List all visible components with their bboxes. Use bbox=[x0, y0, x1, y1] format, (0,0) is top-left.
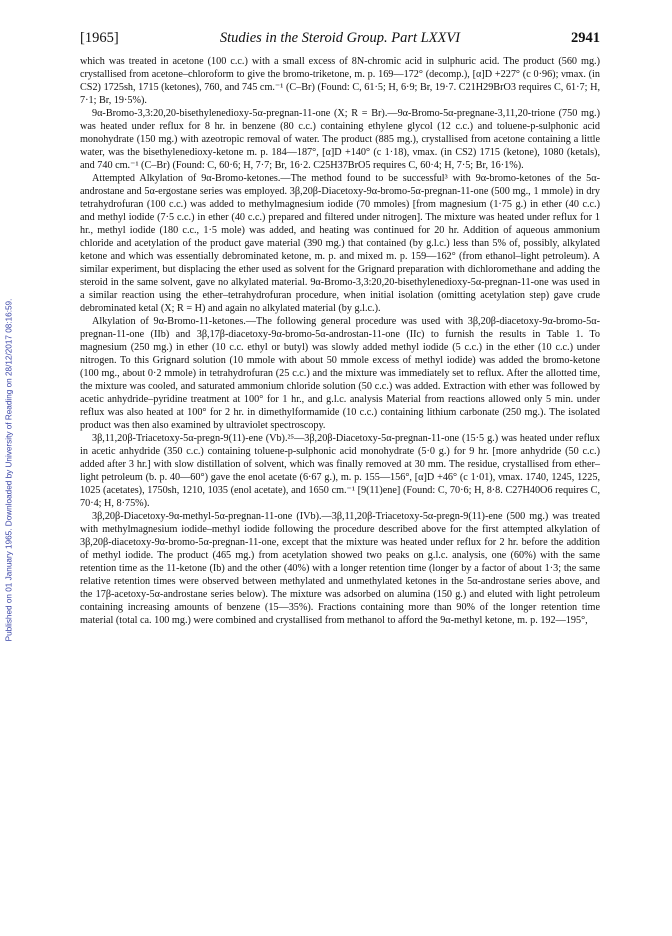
paragraph-alkylation-procedure: Alkylation of 9α-Bromo-11-ketones.—The following general procedure was used with 3β,20β-diacetoxy-9α-bromo-5α-pregnan-11-one (IIb) and 3β,17β-diacetoxy-9α-bromo-5α-androstan-11-one (IIc) to furnish the results in Table 1. To magnesium (250 mg.) in ether (10 c.c. ethyl or butyl) was slowly added methyl iodide (5 c.c.) in the ether (10 c.c.) under nitrogen. To this Grignard solution (10 mmole with about 50 mmole excess of methyl iodide) was added the bromo-ketone (100 mg., about 0·2 mmole) in tetrahydrofuran (25 c.c.) and the mixture was immediately set to reflux. After the allotted time, the mixture was cooled, and saturated ammonium chloride solution (50 c.c.) was added. Extraction with ether was followed by acetic anhydride–pyridine treatment at 100° for 1 hr., and g.l.c. analysis Material from reactions allowed only 5 min. under reflux was also heated at 100° for 2 hr. in dimethylformamide (10 c.c.) containing lithium carbonate (250 mg.). The isolated product was then also examined by ultraviolet spectroscopy. bbox=[80, 316, 600, 431]
header-year: [1965] bbox=[80, 30, 119, 46]
running-header bbox=[80, 30, 600, 52]
paragraph-continuation: which was treated in acetone (100 c.c.) with a small excess of 8N-chromic acid in sulphuric acid. The product (560 mg.) crystallised from acetone–chloroform to give the bromo-triketone, m. p. 169—172° (decomp.), [α]D +227° (c 0·96); νmax. (in CS2) 1725sh, 1715 (ketones), 760, and 745 cm.⁻¹ (C–Br) (Found: C, 61·5; H, 6·9; Br, 19·7. C21H29BrO3 requires C, 61·7; H, 7·1; Br, 19·5%). bbox=[80, 56, 600, 106]
page-number: 2941 bbox=[571, 30, 600, 46]
paragraph-triacetoxy-pregnene: 3β,11,20β-Triacetoxy-5α-pregn-9(11)-ene (Vb).²⁵—3β,20β-Diacetoxy-5α-pregnan-11-one (15·5 g.) was heated under reflux in acetic anhydride (350 c.c.) containing toluene-p-sulphonic acid monohydrate (5·0 g.) for 9 hr. [more anhydride (50 c.c.) added after 3 hr.] with slow distillation of solvent, which was finally removed at 30 mm. The residue, crystallised from ether–light petroleum (b. p. 40—60°) gave the enol acetate (6·67 g.), m. p. 155—156°, [α]D +46° (c 1·01), νmax. 1740, 1245, 1225, 1025 (acetates), 1750sh, 1210, 1035 (enol acetate), and 1650 cm.⁻¹ [9(11)ene] (Found: C, 70·6; H, 8·8. C27H40O6 requires C, 70·4; H, 8·75%). bbox=[80, 433, 600, 509]
header-title: Studies in the Steroid Group. Part LXXVI bbox=[219, 30, 461, 46]
paragraph-diacetoxy-methyl-ketone: 3β,20β-Diacetoxy-9α-methyl-5α-pregnan-11-one (IVb).—3β,11,20β-Triacetoxy-5α-pregn-9(11)-ene (500 mg.) was treated with methylmagnesium iodide–methyl iodide following the procedure described above for the first attempted alkylation of 3β,20β-diacetoxy-9α-bromo-5α-pregnan-11-one, except that the mixture was heated under reflux for 2 hr. before the addition of methyl iodide. The product (465 mg.) from acetylation showed two peaks on g.l.c. analysis, one (60%) with the same retention time as the 11-ketone (Ib) and the other (40%) with a longer retention time (longer by a factor of about 1·3; the same relative retention times were observed between methylated and unmethylated ketones in the 5α-androstane series above, and the 17β-acetoxy-5α-androstane series below). The mixture was adsorbed on alumina (150 g.) and eluted with light petroleum containing increasing amounts of benzene (15—35%). Fractions containing more than 90% of the longer retention time material (total ca. 100 mg.) were combined and crystallised from methanol to afford the 9α-methyl ketone, m. p. 192—195°, bbox=[80, 511, 600, 626]
article-body bbox=[80, 55, 600, 627]
publication-side-note bbox=[0, 150, 18, 790]
side-note-text: Published on 01 January 1965. Downloaded by University of Reading on 28/12/2017 08:16:59. bbox=[4, 298, 14, 642]
paragraph-bromo-bisethylenedioxy: 9α-Bromo-3,3:20,20-bisethylenedioxy-5α-pregnan-11-one (X; R = Br).—9α-Bromo-5α-pregnane-3,11,20-trione (750 mg.) was heated under reflux for 8 hr. in benzene (80 c.c.) containing ethylene glycol (12 c.c.) and toluene-p-sulphonic acid monohydrate (150 mg.) with azeotropic removal of water. The product (885 mg.), crystallised from acetone containing a little water, was the bisethylenedioxy-ketone m. p. 184—187°, [α]D +140° (c 1·18), νmax. (in CS2) 1715 (ketone), 1080 (ketals), and 740 cm.⁻¹ (C–Br) (Found: C, 60·6; H, 7·7; Br, 16·2. C25H37BrO5 requires C, 60·4; H, 7·5; Br, 16·1%). bbox=[80, 108, 600, 171]
paragraph-attempted-alkylation: Attempted Alkylation of 9α-Bromo-ketones.—The method found to be successful³ with 9α-bromo-ketones of the 5α-androstane and 5α-ergostane series was employed. 3β,20β-Diacetoxy-9α-bromo-5α-pregnan-11-one (500 mg., 1 mmole) in dry tetrahydrofuran (100 c.c.) was added to methylmagnesium iodide (70 mmoles) [from magnesium (1·75 g.) in ether (40 c.c.) and methyl iodide (7·5 c.c.) in ether (40 c.c.) prepared and filtered under nitrogen]. The mixture was heated under reflux for 1 hr., methyl iodide (180 c.c., 1·5 mole) was added, and heating was continued for 20 hr. Addition of aqueous ammonium chloride and acetylation of the product gave material (390 mg.) that contained (by g.l.c.) less than 5% of, possibly, alkylated ketone and which was essentially debrominated ketone, m. p. and mixed m. p. 159—162° (from ethanol–light petroleum). A similar experiment, but displacing the ether used as solvent for the Grignard preparation with dichloromethane and adding the steroid in the same solvent, gave no alkylated material. 9α-Bromo-3,3:20,20-bisethylenedioxy-5α-pregnan-11-one was used in a similar reaction using the ether–tetrahydrofuran procedure, when initial isolation (omitting acetylation step) gave crude debrominated ketal (X; R = H) and again no alkylated material (by g.l.c.). bbox=[80, 173, 600, 314]
